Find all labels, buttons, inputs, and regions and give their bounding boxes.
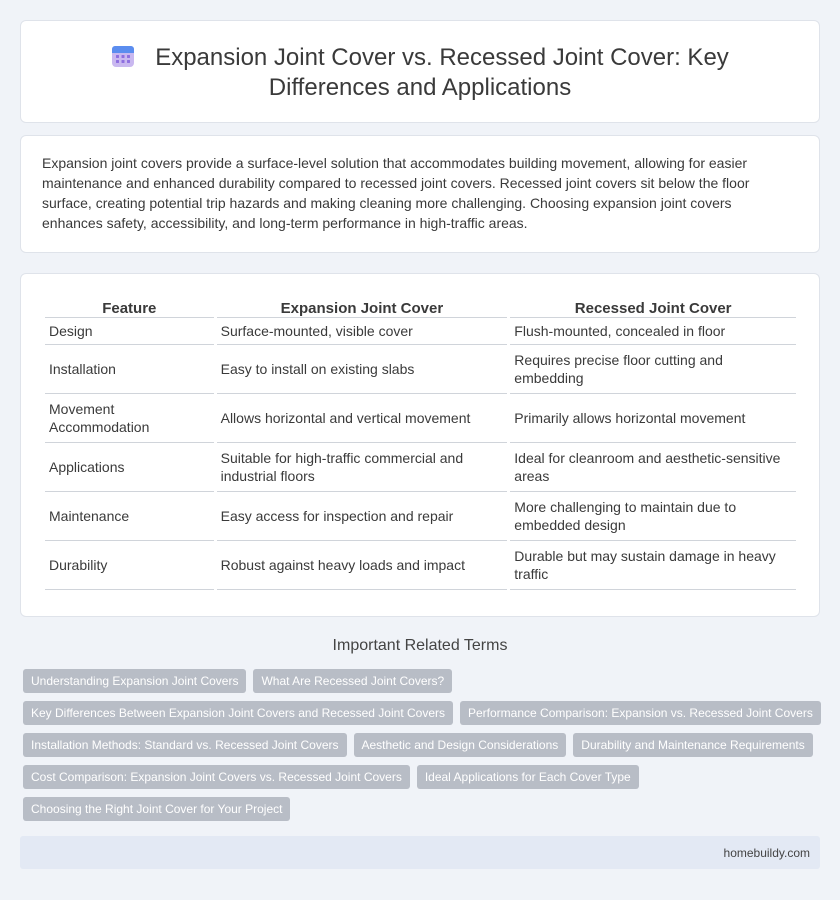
intro-card — [20, 135, 820, 253]
header-expansion: Expansion Joint Cover — [217, 296, 508, 318]
related-terms-heading: Important Related Terms — [332, 637, 508, 654]
table-cell: Surface-mounted, visible cover — [217, 318, 508, 345]
footer-site-link[interactable]: homebuildy.com — [723, 846, 810, 860]
table-cell: Easy to install on existing slabs — [217, 345, 508, 394]
comparison-card — [20, 273, 820, 617]
table-row — [45, 443, 796, 492]
table-row — [45, 394, 796, 443]
table-cell: Movement Accommodation — [45, 394, 214, 443]
table-cell: Flush-mounted, concealed in floor — [510, 318, 796, 345]
related-term-tag[interactable]: Durability and Maintenance Requirements — [573, 733, 812, 757]
table-cell: Allows horizontal and vertical movement — [217, 394, 508, 443]
related-terms-list — [23, 669, 823, 829]
related-term-tag[interactable]: Cost Comparison: Expansion Joint Covers vs. Recessed Joint Covers — [23, 765, 410, 789]
table-cell: Ideal for cleanroom and aesthetic-sensitive areas — [510, 443, 796, 492]
title-card — [20, 20, 820, 123]
title-text: Expansion Joint Cover vs. Recessed Joint Cover: Key Differences and Applications — [155, 44, 729, 101]
table-header-row — [45, 296, 796, 318]
table-cell: Primarily allows horizontal movement — [510, 394, 796, 443]
table-cell: Suitable for high-traffic commercial and industrial floors — [217, 443, 508, 492]
related-term-tag[interactable]: Choosing the Right Joint Cover for Your Project — [23, 797, 290, 821]
related-term-tag[interactable]: Ideal Applications for Each Cover Type — [417, 765, 639, 789]
table-row — [45, 318, 796, 345]
related-term-tag[interactable]: Performance Comparison: Expansion vs. Recessed Joint Covers — [460, 701, 821, 725]
table-cell: Installation — [45, 345, 214, 394]
table-cell: Robust against heavy loads and impact — [217, 541, 508, 590]
table-row — [45, 345, 796, 394]
table-cell: Design — [45, 318, 214, 345]
related-term-tag[interactable]: Installation Methods: Standard vs. Recessed Joint Covers — [23, 733, 347, 757]
table-row — [45, 541, 796, 590]
footer — [20, 836, 820, 869]
calendar-icon — [111, 44, 135, 68]
table-cell: Easy access for inspection and repair — [217, 492, 508, 541]
table-cell: Durable but may sustain damage in heavy traffic — [510, 541, 796, 590]
header-feature: Feature — [45, 296, 214, 318]
comparison-table — [42, 296, 799, 590]
related-term-tag[interactable]: Aesthetic and Design Considerations — [354, 733, 567, 757]
table-cell: More challenging to maintain due to embedded design — [510, 492, 796, 541]
header-recessed: Recessed Joint Cover — [510, 296, 796, 318]
related-term-tag[interactable]: Key Differences Between Expansion Joint Covers and Recessed Joint Covers — [23, 701, 453, 725]
table-cell: Maintenance — [45, 492, 214, 541]
table-row — [45, 492, 796, 541]
table-cell: Durability — [45, 541, 214, 590]
related-term-tag[interactable]: Understanding Expansion Joint Covers — [23, 669, 246, 693]
intro-paragraph: Expansion joint covers provide a surface-level solution that accommodates building movement, allowing for easier maintenance and enhanced durability compared to recessed joint covers. Recessed joint covers sit below the floor surface, creating potential trip hazards and making cleaning more challenging. Choosing expansion joint covers enhances safety, accessibility, and long-term performance in high-traffic areas. — [42, 155, 750, 231]
table-cell: Applications — [45, 443, 214, 492]
page-title — [51, 43, 789, 103]
related-term-tag[interactable]: What Are Recessed Joint Covers? — [253, 669, 452, 693]
table-cell: Requires precise floor cutting and embedding — [510, 345, 796, 394]
